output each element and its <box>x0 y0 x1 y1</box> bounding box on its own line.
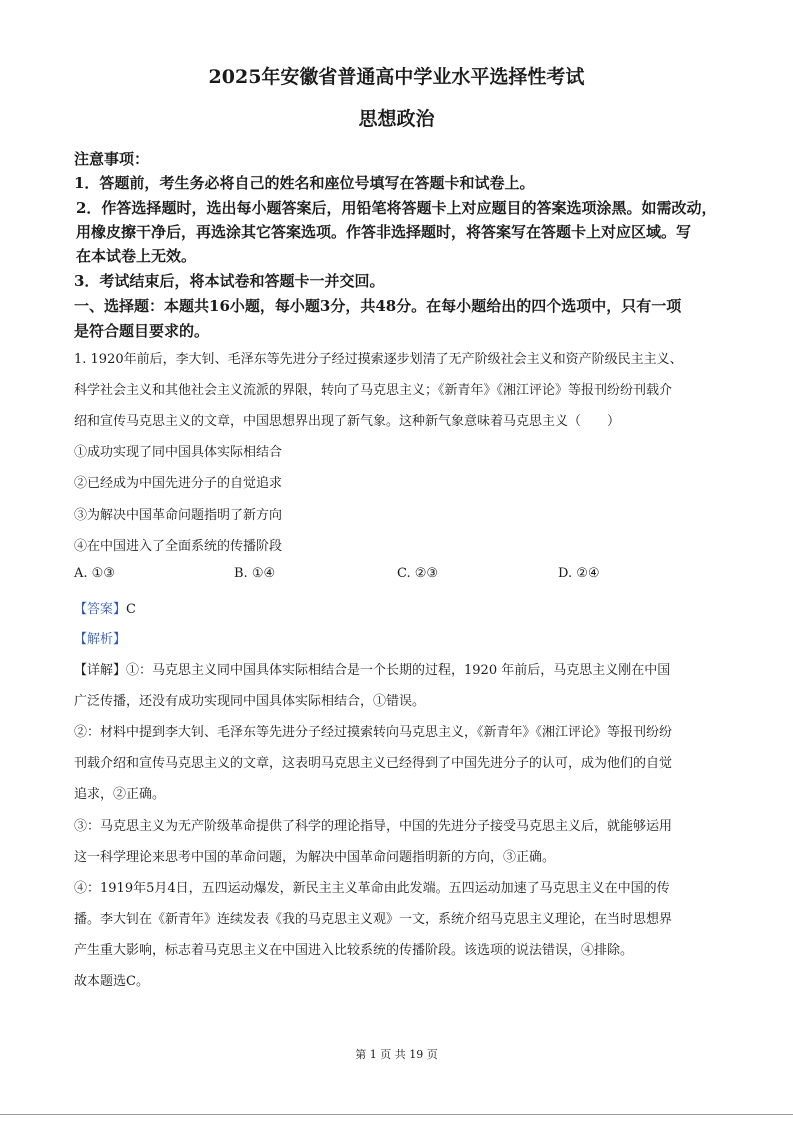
question-stem-line: 科学社会主义和其他社会主义流派的界限，转向了马克思主义；《新青年》《湘江评论》等报刊纷纷刊载介 <box>74 383 673 398</box>
note-line: 3．考试结束后，将本试卷和答题卡一并交回。 <box>74 272 385 290</box>
statement-item: ①成功实现了同中国具体实际相结合 <box>74 445 283 460</box>
detail-text: ①：马克思主义同中国具体实际相结合是一个长期的过程，1920 年前后，马克思主义刚在中国 <box>126 663 671 678</box>
section-heading: 一、选择题：本题共16小题，每小题3分，共48分。在每小题给出的四个选项中，只有一项 <box>74 297 682 315</box>
answer-line <box>74 598 136 617</box>
page-divider <box>0 1114 793 1115</box>
detail-line: 产生重大影响，标志着马克思主义在中国进入比较系统的传播阶段。该选项的说法错误，④排除。 <box>74 943 634 958</box>
detail-line: ②：材料中提到李大钊、毛泽东等先进分子经过摸索转向马克思主义，《新青年》《湘江评论》等报刊纷纷 <box>74 725 673 740</box>
notes-heading: 注意事项： <box>74 150 150 168</box>
section-heading: 是符合题目要求的。 <box>74 322 210 340</box>
detail-line: 故本题选C。 <box>74 974 149 989</box>
answer-label: 【答案】 <box>74 602 127 617</box>
note-line: 1．答题前，考生务必将自己的姓名和座位号填写在答题卡和试卷上。 <box>74 174 535 192</box>
detail-line: 这一科学理论来思考中国的革命问题，为解决中国革命问题指明新的方向，③正确。 <box>74 850 556 865</box>
question-stem-line: 1. 1920年前后，李大钊、毛泽东等先进分子经过摸索逐步划清了无产阶级社会主义和资产阶级民主主义、 <box>74 352 683 367</box>
answer-value: C <box>126 602 136 617</box>
detail-label: 【详解】 <box>74 663 127 678</box>
note-line: 在本试卷上无效。 <box>76 247 197 265</box>
option-c: C. ②③ <box>397 566 439 581</box>
detail-line <box>74 659 670 678</box>
option-b: B. ①④ <box>234 566 276 581</box>
option-d: D. ②④ <box>558 566 600 581</box>
page-number: 第 1 页 共 19 页 <box>355 1048 438 1061</box>
detail-line: ③：马克思主义为无产阶级革命提供了科学的理论指导，中国的先进分子接受马克思主义后，就能够运用 <box>74 819 673 834</box>
note-line: 用橡皮擦干净后，再选涂其它答案选项。作答非选择题时，将答案写在答题卡上对应区域。写 <box>76 223 692 241</box>
detail-line: ④：1919年5月4日，五四运动爆发，新民主主义革命由此发端。五四运动加速了马克思主义在中国的传 <box>74 881 670 896</box>
question-stem-line: 绍和宣传马克思主义的文章，中国思想界出现了新气象。这种新气象意味着马克思主义（ ） <box>74 414 621 429</box>
note-line: 2．作答选择题时，选出每小题答案后，用铅笔将答题卡上对应题目的答案选项涂黑。如需改动， <box>76 199 717 217</box>
detail-line: 播。李大钊在《新青年》连续发表《我的马克思主义观》一文，系统介绍马克思主义理论，在当时思想界 <box>74 912 673 927</box>
detail-line: 广泛传播，还没有成功实现同中国具体实际相结合，①错误。 <box>74 694 426 709</box>
statement-item: ②已经成为中国先进分子的自觉追求 <box>74 476 283 491</box>
statement-item: ③为解决中国革命问题指明了新方向 <box>74 508 283 523</box>
exam-title: 2025年安徽省普通高中学业水平选择性考试 <box>208 66 585 88</box>
option-a: A. ①③ <box>74 566 115 581</box>
analysis-label: 【解析】 <box>74 632 127 647</box>
subject-title: 思想政治 <box>358 108 435 130</box>
detail-line: 追求，②正确。 <box>74 787 166 802</box>
detail-line: 刊载介绍和宣传马克思主义的文章，这表明马克思主义已经得到了中国先进分子的认可，成为他们的自觉 <box>74 756 673 771</box>
statement-item: ④在中国进入了全面系统的传播阶段 <box>74 539 283 554</box>
